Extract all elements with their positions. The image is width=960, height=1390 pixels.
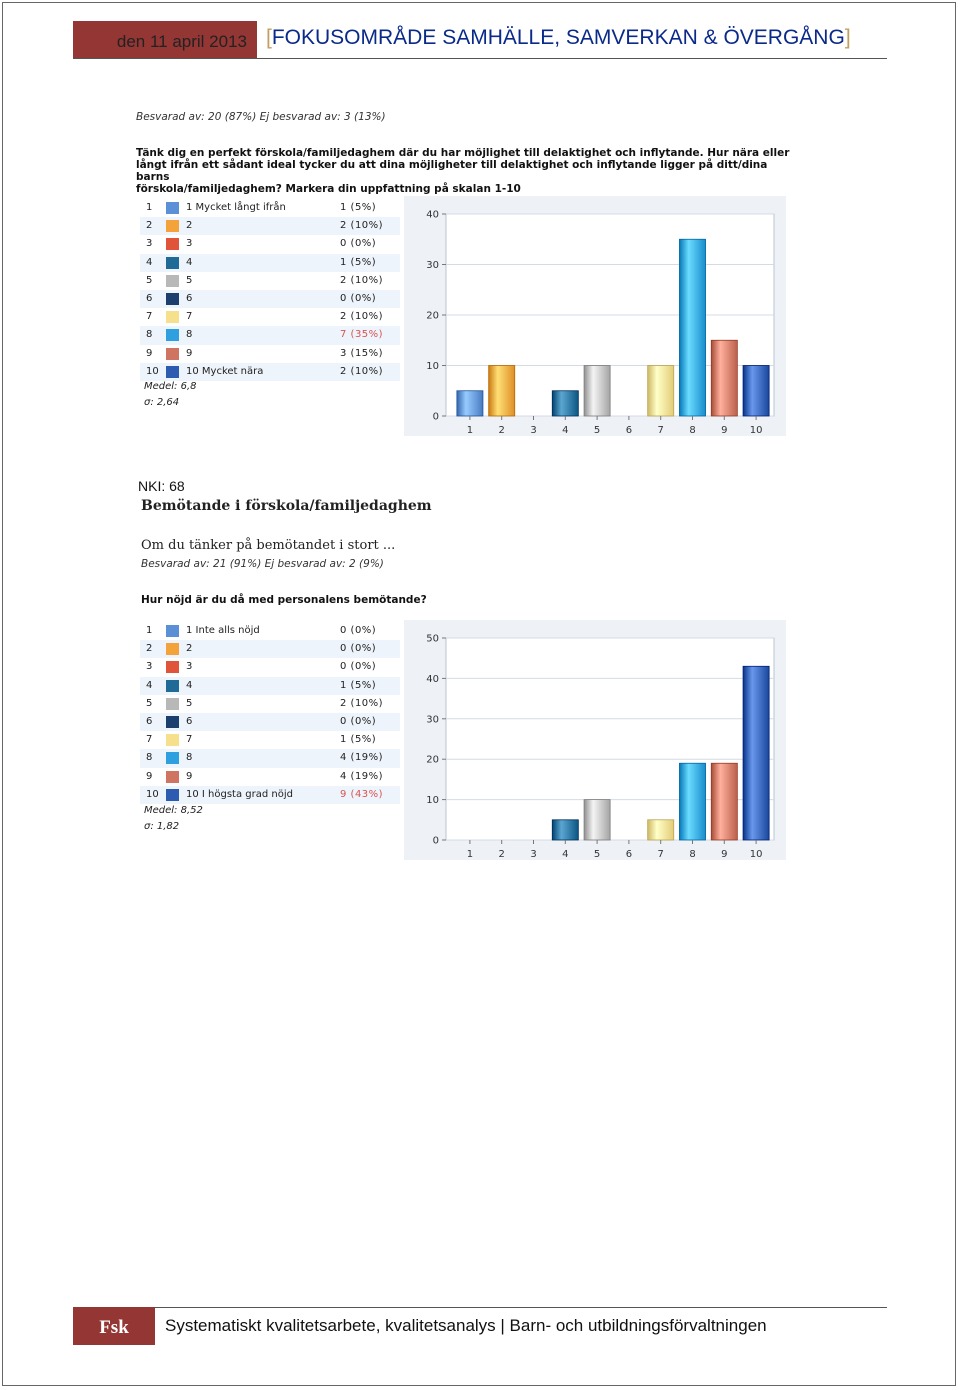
legend-row bbox=[140, 749, 400, 767]
legend-row bbox=[140, 640, 400, 658]
bar bbox=[489, 366, 515, 417]
legend-number: 1 bbox=[146, 202, 153, 213]
legend-row bbox=[140, 345, 400, 363]
legend-row bbox=[140, 768, 400, 786]
survey2-intro: Om du tänker på bemötandet i stort ... bbox=[141, 538, 396, 553]
legend-swatch bbox=[166, 366, 179, 378]
legend-count: 7 (35%) bbox=[340, 329, 384, 341]
footer-rule bbox=[73, 1307, 887, 1308]
legend-label: 6 bbox=[186, 715, 193, 727]
legend-swatch bbox=[166, 625, 179, 637]
x-tick-label: 7 bbox=[657, 425, 664, 436]
legend-label: 5 bbox=[186, 697, 193, 709]
survey2-bar-chart bbox=[404, 620, 786, 860]
legend-swatch bbox=[166, 202, 179, 214]
legend-count: 3 (15%) bbox=[340, 347, 384, 359]
legend-row bbox=[140, 695, 400, 713]
legend-swatch bbox=[166, 771, 179, 783]
x-tick-label: 9 bbox=[721, 425, 728, 436]
legend-swatch bbox=[166, 329, 179, 341]
legend-number: 7 bbox=[146, 734, 153, 746]
legend-row bbox=[140, 658, 400, 676]
legend-number: 5 bbox=[146, 274, 153, 286]
legend-count: 1 (5%) bbox=[340, 202, 377, 213]
legend-count: 0 (0%) bbox=[340, 292, 377, 304]
legend-row bbox=[140, 713, 400, 731]
survey1-chart bbox=[404, 196, 786, 436]
x-tick-label: 2 bbox=[498, 849, 505, 860]
bar bbox=[679, 763, 705, 840]
legend-label: 1 Mycket långt ifrån bbox=[186, 202, 286, 213]
legend-label: 10 I högsta grad nöjd bbox=[186, 788, 293, 800]
nki-label: NKI: 68 bbox=[138, 478, 185, 494]
legend-swatch bbox=[166, 734, 179, 746]
y-tick-label: 50 bbox=[426, 633, 439, 645]
x-tick-label: 3 bbox=[530, 849, 537, 860]
survey2-legend bbox=[140, 622, 400, 804]
survey1-answered bbox=[136, 111, 796, 123]
survey1-sd: σ: 2,64 bbox=[144, 397, 180, 408]
legend-label: 10 Mycket nära bbox=[186, 365, 264, 377]
legend-count: 0 (0%) bbox=[340, 715, 377, 727]
header-title-text: FOKUSOMRÅDE SAMHÄLLE, SAMVERKAN & ÖVERGÅNG bbox=[271, 26, 845, 49]
legend-label: 2 bbox=[186, 220, 193, 232]
x-tick-label: 6 bbox=[625, 425, 633, 436]
legend-label: 7 bbox=[186, 311, 193, 323]
x-tick-label: 9 bbox=[721, 849, 728, 860]
legend-label: 4 bbox=[186, 679, 193, 691]
legend-label: 6 bbox=[186, 292, 193, 304]
x-tick-label: 4 bbox=[562, 425, 569, 436]
legend-count: 2 (10%) bbox=[340, 220, 384, 232]
legend-number: 3 bbox=[146, 238, 153, 250]
legend-row bbox=[140, 786, 400, 804]
legend-row bbox=[140, 326, 400, 344]
legend-row bbox=[140, 254, 400, 272]
bar bbox=[552, 820, 578, 840]
legend-count: 1 (5%) bbox=[340, 256, 377, 268]
legend-number: 10 bbox=[146, 788, 159, 800]
legend-row bbox=[140, 290, 400, 308]
x-tick-label: 2 bbox=[498, 425, 505, 436]
legend-label: 9 bbox=[186, 347, 193, 359]
x-tick-label: 8 bbox=[689, 849, 696, 860]
legend-label: 4 bbox=[186, 256, 193, 268]
header-title bbox=[266, 26, 851, 50]
legend-count: 2 (10%) bbox=[340, 311, 384, 323]
y-tick-label: 0 bbox=[432, 835, 439, 847]
legend-number: 6 bbox=[146, 715, 153, 727]
legend-count: 0 (0%) bbox=[340, 625, 377, 636]
bar bbox=[743, 666, 769, 840]
question-line: Tänk dig en perfekt förskola/familjedaghem där du har möjlighet till delaktighet och inflytande. Hur nära eller bbox=[136, 147, 790, 159]
x-tick-label: 1 bbox=[466, 849, 474, 860]
legend-row bbox=[140, 199, 400, 217]
y-tick-label: 30 bbox=[426, 714, 439, 726]
y-tick-label: 20 bbox=[426, 310, 439, 322]
bar bbox=[648, 366, 674, 417]
legend-swatch bbox=[166, 752, 179, 764]
legend-row bbox=[140, 235, 400, 253]
legend-row bbox=[140, 731, 400, 749]
bar bbox=[711, 340, 737, 416]
legend-number: 5 bbox=[146, 697, 153, 709]
legend-number: 9 bbox=[146, 770, 153, 782]
legend-swatch bbox=[166, 275, 179, 287]
legend-swatch bbox=[166, 789, 179, 801]
legend-number: 6 bbox=[146, 292, 153, 304]
survey2-sd: σ: 1,82 bbox=[144, 821, 180, 832]
survey2-mean: Medel: 8,52 bbox=[144, 805, 203, 816]
y-tick-label: 40 bbox=[426, 673, 439, 685]
section-title: Bemötande i förskola/familjedaghem bbox=[141, 498, 432, 514]
bar bbox=[648, 820, 674, 840]
legend-count: 1 (5%) bbox=[340, 734, 377, 746]
legend-count: 9 (43%) bbox=[340, 788, 384, 800]
legend-label: 1 Inte alls nöjd bbox=[186, 625, 260, 636]
legend-label: 3 bbox=[186, 238, 193, 250]
legend-swatch bbox=[166, 680, 179, 692]
legend-count: 2 (10%) bbox=[340, 274, 384, 286]
y-tick-label: 10 bbox=[426, 361, 439, 372]
legend-swatch bbox=[166, 716, 179, 728]
survey1-bar-chart bbox=[404, 196, 786, 436]
legend-number: 2 bbox=[146, 643, 153, 655]
legend-count: 4 (19%) bbox=[340, 752, 384, 764]
legend-row bbox=[140, 217, 400, 235]
legend-number: 9 bbox=[146, 347, 153, 359]
footer-logo: Fsk bbox=[73, 1307, 155, 1345]
legend-count: 2 (10%) bbox=[340, 365, 384, 377]
x-tick-label: 8 bbox=[689, 425, 696, 436]
survey1-legend bbox=[140, 199, 400, 381]
legend-swatch bbox=[166, 698, 179, 710]
question-line: långt ifrån ett sådant ideal tycker du att dina möjligheter till delaktighet och inflytande ligger på ditt/dina barns bbox=[136, 159, 768, 183]
legend-count: 2 (10%) bbox=[340, 697, 384, 709]
legend-count: 4 (19%) bbox=[340, 770, 384, 782]
legend-row bbox=[140, 272, 400, 290]
legend-swatch bbox=[166, 257, 179, 269]
question-line: förskola/familjedaghem? Markera din uppfattning på skalan 1-10 bbox=[136, 183, 521, 195]
legend-number: 4 bbox=[146, 679, 153, 691]
legend-number: 3 bbox=[146, 661, 153, 673]
legend-number: 1 bbox=[146, 625, 153, 636]
legend-row bbox=[140, 363, 400, 381]
x-tick-label: 5 bbox=[593, 425, 601, 436]
survey2-question: Hur nöjd är du då med personalens bemötande? bbox=[141, 594, 427, 606]
legend-number: 7 bbox=[146, 311, 153, 323]
legend-number: 8 bbox=[146, 329, 153, 341]
survey1-question bbox=[136, 147, 796, 195]
bar bbox=[711, 763, 737, 840]
legend-swatch bbox=[166, 220, 179, 232]
bar bbox=[584, 366, 610, 417]
y-tick-label: 10 bbox=[426, 795, 439, 807]
answered-text: Besvarad av: 20 (87%) Ej besvarad av: 3 (13%) bbox=[136, 111, 386, 123]
y-tick-label: 20 bbox=[426, 754, 439, 766]
x-tick-label: 6 bbox=[625, 849, 633, 860]
legend-count: 1 (5%) bbox=[340, 679, 377, 691]
y-tick-label: 40 bbox=[426, 209, 439, 221]
x-tick-label: 5 bbox=[593, 849, 601, 860]
bar bbox=[743, 366, 769, 417]
bar bbox=[679, 239, 705, 416]
legend-swatch bbox=[166, 238, 179, 250]
bar bbox=[584, 800, 610, 840]
legend-row bbox=[140, 677, 400, 695]
header-rule bbox=[73, 58, 887, 59]
legend-swatch bbox=[166, 643, 179, 655]
x-tick-label: 10 bbox=[749, 849, 763, 860]
legend-number: 8 bbox=[146, 752, 153, 764]
y-tick-label: 0 bbox=[432, 411, 439, 423]
bar bbox=[552, 391, 578, 416]
legend-row bbox=[140, 308, 400, 326]
legend-count: 0 (0%) bbox=[340, 661, 377, 673]
legend-number: 4 bbox=[146, 256, 153, 268]
legend-row bbox=[140, 622, 400, 640]
bracket-close: ] bbox=[844, 26, 851, 49]
x-tick-label: 1 bbox=[466, 425, 474, 436]
header-date: den 11 april 2013 bbox=[73, 21, 257, 59]
x-tick-label: 4 bbox=[562, 849, 569, 860]
legend-label: 8 bbox=[186, 752, 193, 764]
legend-label: 2 bbox=[186, 643, 193, 655]
legend-swatch bbox=[166, 311, 179, 323]
x-tick-label: 7 bbox=[657, 849, 664, 860]
survey1-mean: Medel: 6,8 bbox=[144, 381, 197, 392]
legend-label: 9 bbox=[186, 770, 193, 782]
legend-swatch bbox=[166, 661, 179, 673]
survey2-answered: Besvarad av: 21 (91%) Ej besvarad av: 2 (9%) bbox=[141, 558, 384, 570]
legend-label: 8 bbox=[186, 329, 193, 341]
legend-number: 2 bbox=[146, 220, 153, 232]
legend-label: 3 bbox=[186, 661, 193, 673]
bar bbox=[457, 391, 483, 416]
legend-count: 0 (0%) bbox=[340, 238, 377, 250]
footer-text: Systematiskt kvalitetsarbete, kvalitetsanalys | Barn- och utbildningsförvaltningen bbox=[165, 1316, 767, 1335]
legend-count: 0 (0%) bbox=[340, 643, 377, 655]
bracket-open: [ bbox=[266, 26, 272, 49]
survey2-chart bbox=[404, 620, 786, 860]
legend-number: 10 bbox=[146, 365, 159, 377]
x-tick-label: 10 bbox=[749, 425, 763, 436]
legend-label: 5 bbox=[186, 274, 193, 286]
legend-label: 7 bbox=[186, 734, 193, 746]
legend-swatch bbox=[166, 348, 179, 360]
y-tick-label: 30 bbox=[426, 260, 439, 271]
legend-swatch bbox=[166, 293, 179, 305]
x-tick-label: 3 bbox=[530, 425, 537, 436]
